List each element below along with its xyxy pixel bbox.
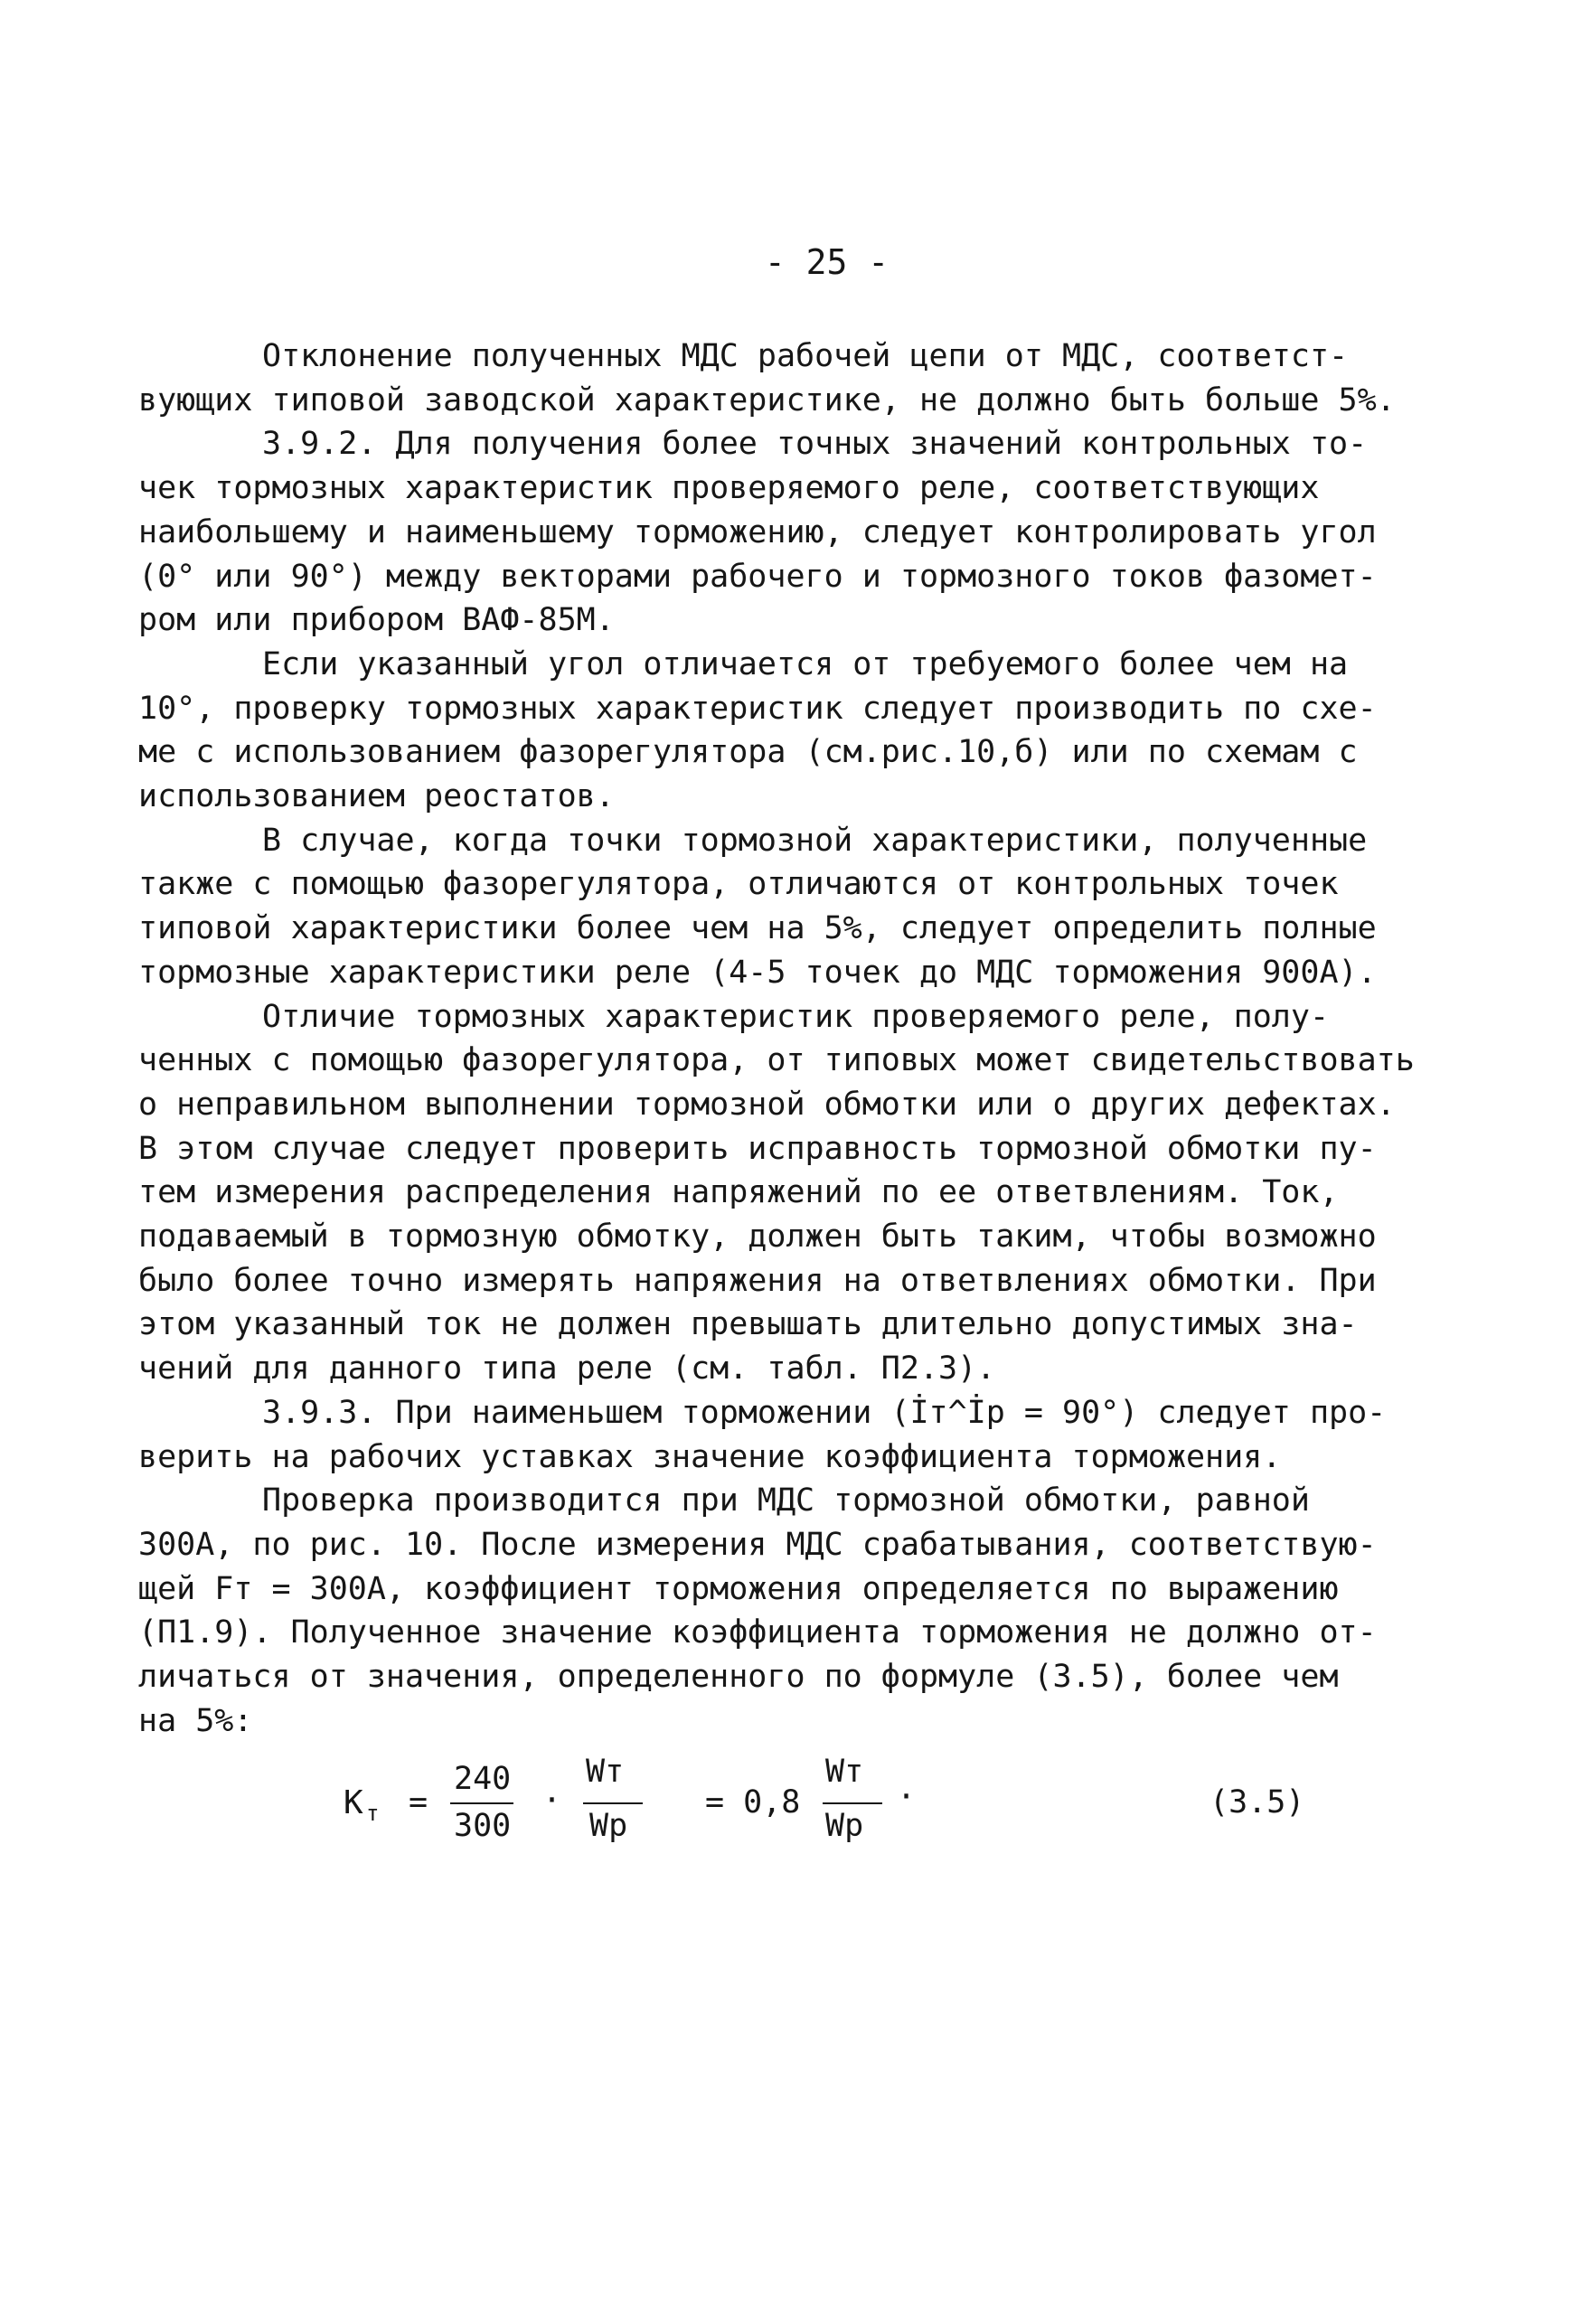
paragraph-4-line-1: В случае, когда точки тормозной характеристики, полученные bbox=[262, 822, 1368, 859]
formula-equals-1: = bbox=[409, 1784, 428, 1821]
paragraph-3-line-4: использованием реостатов. bbox=[138, 778, 615, 815]
paragraph-5-line-8: этом указанный ток не должен превышать длительно допустимых зна- bbox=[138, 1306, 1358, 1343]
paragraph-6-line-1: 3.9.3. При наименьшем торможении (İт^İр = 90°) следует про- bbox=[262, 1394, 1387, 1431]
paragraph-3-line-3: ме с использованием фазорегулятора (см.рис.10,б) или по схемам с bbox=[138, 734, 1358, 771]
paragraph-5-line-7: было более точно измерять напряжения на ответвлениях обмотки. При bbox=[138, 1262, 1377, 1299]
paragraph-5-line-1: Отличие тормозных характеристик проверяемого реле, полу- bbox=[262, 998, 1330, 1035]
formula-equals-coefficient: = 0,8 bbox=[705, 1784, 801, 1821]
formula-denominator-wp-1: Wр bbox=[589, 1808, 628, 1844]
paragraph-2-line-3: наибольшему и наименьшему торможению, следует контролировать угол bbox=[138, 513, 1377, 550]
formula-end-dot: · bbox=[897, 1779, 917, 1815]
formula-denominator-300: 300 bbox=[454, 1808, 512, 1844]
paragraph-4-line-2: также с помощью фазорегулятора, отличаются от контрольных точек bbox=[138, 866, 1339, 903]
formula-fraction-line-3 bbox=[823, 1802, 882, 1804]
paragraph-7-line-1: Проверка производится при МДС тормозной обмотки, равной bbox=[262, 1482, 1310, 1520]
paragraph-1-line-1: Отклонение полученных МДС рабочей цепи от МДС, соответст- bbox=[262, 338, 1349, 374]
formula-numerator-wt-1: Wт bbox=[586, 1754, 625, 1790]
paragraph-5-line-5: тем измерения распределения напряжений по ее ответвлениям. Ток, bbox=[138, 1174, 1339, 1211]
formula-denominator-wp-2: Wр bbox=[825, 1808, 864, 1844]
body-text bbox=[138, 334, 1415, 1744]
paragraph-3-line-1: Если указанный угол отличается от требуемого более чем на bbox=[262, 645, 1349, 682]
formula-numerator-240: 240 bbox=[454, 1761, 512, 1797]
paragraph-7-line-2: 300А, по рис. 10. После измерения МДС срабатывания, соответствую- bbox=[138, 1526, 1377, 1563]
paragraph-4-line-4: тормозные характеристики реле (4-5 точек до МДС торможения 900А). bbox=[138, 954, 1377, 991]
formula-fraction-line-1 bbox=[450, 1802, 513, 1804]
paragraph-2-line-2: чек тормозных характеристик проверяемого реле, соответствующих bbox=[138, 470, 1320, 507]
formula-numerator-wt-2: Wт bbox=[825, 1754, 864, 1790]
formula-number: (3.5) bbox=[1210, 1784, 1305, 1821]
paragraph-3-line-2: 10°, проверку тормозных характеристик следует производить по схе- bbox=[138, 690, 1377, 727]
paragraph-7-line-3: щей Fт = 300А, коэффициент торможения определяется по выражению bbox=[138, 1570, 1339, 1607]
paragraph-6-line-2: верить на рабочих уставках значение коэффициента торможения. bbox=[138, 1438, 1282, 1475]
formula-fraction-line-2 bbox=[583, 1802, 643, 1804]
paragraph-5-line-3: о неправильном выполнении тормозной обмотки или о других дефектах. bbox=[138, 1086, 1396, 1123]
paragraph-5-line-2: ченных с помощью фазорегулятора, от типовых может свидетельствовать bbox=[138, 1042, 1415, 1079]
paragraph-5-line-9: чений для данного типа реле (см. табл. П2.3). bbox=[138, 1350, 996, 1388]
paragraph-2-line-1: 3.9.2. Для получения более точных значений контрольных то- bbox=[262, 426, 1368, 463]
paragraph-7-line-6: на 5%: bbox=[138, 1702, 253, 1739]
formula-k-subscript: т bbox=[366, 1801, 380, 1826]
paragraph-7-line-4: (П1.9). Полученное значение коэффициента торможения не должно от- bbox=[138, 1614, 1377, 1651]
page-number: - 25 - bbox=[764, 242, 890, 282]
paragraph-5-line-4: В этом случае следует проверить исправность тормозной обмотки пу- bbox=[138, 1130, 1377, 1167]
paragraph-7-line-5: личаться от значения, определенного по формуле (3.5), более чем bbox=[138, 1659, 1339, 1696]
paragraph-2-line-5: ром или прибором ВАФ-85М. bbox=[138, 602, 615, 639]
formula-multiply-dot: · bbox=[542, 1783, 562, 1819]
paragraph-5-line-6: подаваемый в тормозную обмотку, должен быть таким, чтобы возможно bbox=[138, 1218, 1377, 1256]
formula-k-symbol: К bbox=[344, 1784, 363, 1821]
paragraph-1-line-2: вующих типовой заводской характеристике, не должно быть больше 5%. bbox=[138, 381, 1396, 419]
paragraph-2-line-4: (0° или 90°) между векторами рабочего и тормозного токов фазомет- bbox=[138, 558, 1377, 595]
paragraph-4-line-3: типовой характеристики более чем на 5%, следует определить полные bbox=[138, 910, 1377, 947]
formula-3-5 bbox=[0, 1752, 1572, 1860]
